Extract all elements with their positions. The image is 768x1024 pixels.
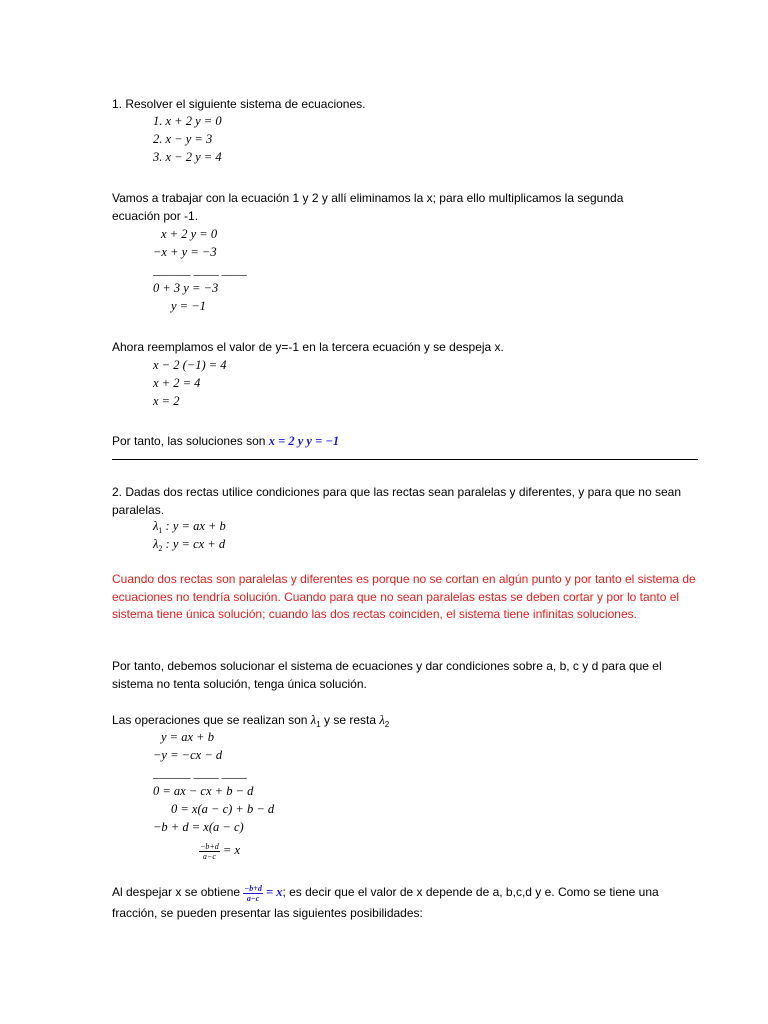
op-lambda1-symbol: λ bbox=[310, 713, 317, 727]
op-line-3: 0 = ax − cx + b − d bbox=[153, 784, 254, 798]
substitution-intro: Ahora reemplamos el valor de y=-1 en la tercera ecuación y se despeja x. bbox=[112, 340, 504, 354]
line-lambda-1 bbox=[153, 519, 226, 538]
problem1-heading: 1. Resolver el siguiente sistema de ecuaciones. bbox=[112, 97, 366, 111]
problem2-para2: Por tanto, debemos solucionar el sistema de ecuaciones y dar condiciones sobre a, b, c y d para que el sistema no tenta solución, tenga única solución. bbox=[112, 659, 662, 691]
op-fraction-numerator: −b+d bbox=[200, 841, 219, 851]
line-lambda-2 bbox=[153, 537, 225, 556]
final-fraction-denominator: a−c bbox=[246, 893, 260, 903]
final-prefix: Al despejar x se obtiene bbox=[112, 885, 244, 899]
op-line-1: y = ax + b bbox=[161, 730, 214, 744]
lambda1-equation: : y = ax + b bbox=[162, 519, 226, 533]
problem1-intro: Vamos a trabajar con la ecuación 1 y 2 y allí eliminamos la x; para ello multiplicamos la segunda ecuación por -1. bbox=[112, 191, 624, 223]
elim-underline: ______ ____ ____ bbox=[153, 263, 247, 277]
lambda2-subscript: 2 bbox=[158, 544, 163, 553]
equation-1: 1. x + 2 y = 0 bbox=[153, 114, 222, 128]
op-fraction-line bbox=[199, 840, 240, 861]
lambda2-equation: : y = cx + d bbox=[162, 537, 226, 551]
op-underline: ______ ____ ____ bbox=[153, 766, 247, 780]
lambda1-symbol: λ bbox=[153, 519, 159, 533]
subst-line-2: x + 2 = 4 bbox=[153, 376, 201, 390]
subst-line-3: x = 2 bbox=[153, 394, 180, 408]
equation-3: 3. x − 2 y = 4 bbox=[153, 150, 222, 164]
op-line-5: −b + d = x(a − c) bbox=[153, 820, 244, 834]
elim-line-1: x + 2 y = 0 bbox=[161, 227, 218, 241]
final-rhs: = x bbox=[262, 885, 283, 899]
operations-line bbox=[112, 713, 389, 732]
op-fraction bbox=[199, 842, 220, 861]
op-lambda2-symbol: λ bbox=[379, 713, 385, 727]
op-lambda2-subscript: 2 bbox=[384, 720, 390, 729]
operations-mid: y se resta bbox=[320, 713, 380, 727]
elim-line-2: −x + y = −3 bbox=[153, 245, 217, 259]
elim-line-4: y = −1 bbox=[171, 299, 206, 313]
op-line-4: 0 = x(a − c) + b − d bbox=[171, 802, 275, 816]
op-fraction-denominator: a−c bbox=[202, 851, 216, 861]
problem2-heading: 2. Dadas dos rectas utilice condiciones para que las rectas sean paralelas y diferentes, y para que no sean paralelas. bbox=[112, 485, 682, 517]
operations-prefix: Las operaciones que se realizan son bbox=[112, 713, 311, 727]
conclusion bbox=[112, 434, 339, 448]
equation-2: 2. x − y = 3 bbox=[153, 132, 213, 146]
conclusion-prefix: Por tanto, las soluciones son bbox=[112, 434, 269, 448]
final-fraction bbox=[243, 884, 262, 903]
conclusion-answer: x = 2 y y = −1 bbox=[268, 434, 340, 448]
red-explanation: Cuando dos rectas son paralelas y diferentes es porque no se cortan en algún punto y por tanto el sistema de ecuaciones no tendría solución. Cuando para que no sean paralelas estas se deben cortar y por lo tanto el sistema tiene única solución; cuando las dos rectas coinciden, el sistema tiene infinitas soluciones. bbox=[112, 572, 696, 621]
section-divider bbox=[112, 459, 698, 460]
op-line-2: −y = −cx − d bbox=[153, 748, 223, 762]
final-expression bbox=[243, 883, 283, 903]
final-suffix: ; es decir que el valor de x depende de a, b,c,d y e. Como se tiene una fracción, se pueden presentar las siguientes posibilidades: bbox=[112, 885, 659, 920]
final-fraction-numerator: −b+d bbox=[244, 883, 262, 893]
elim-line-3: 0 + 3 y = −3 bbox=[153, 281, 219, 295]
op-fraction-rhs: = x bbox=[222, 843, 241, 857]
op-lambda1-subscript: 1 bbox=[316, 720, 321, 729]
lambda1-subscript: 1 bbox=[158, 526, 163, 535]
subst-line-1: x − 2 (−1) = 4 bbox=[153, 358, 227, 372]
final-paragraph bbox=[112, 882, 697, 923]
lambda2-symbol: λ bbox=[153, 537, 159, 551]
